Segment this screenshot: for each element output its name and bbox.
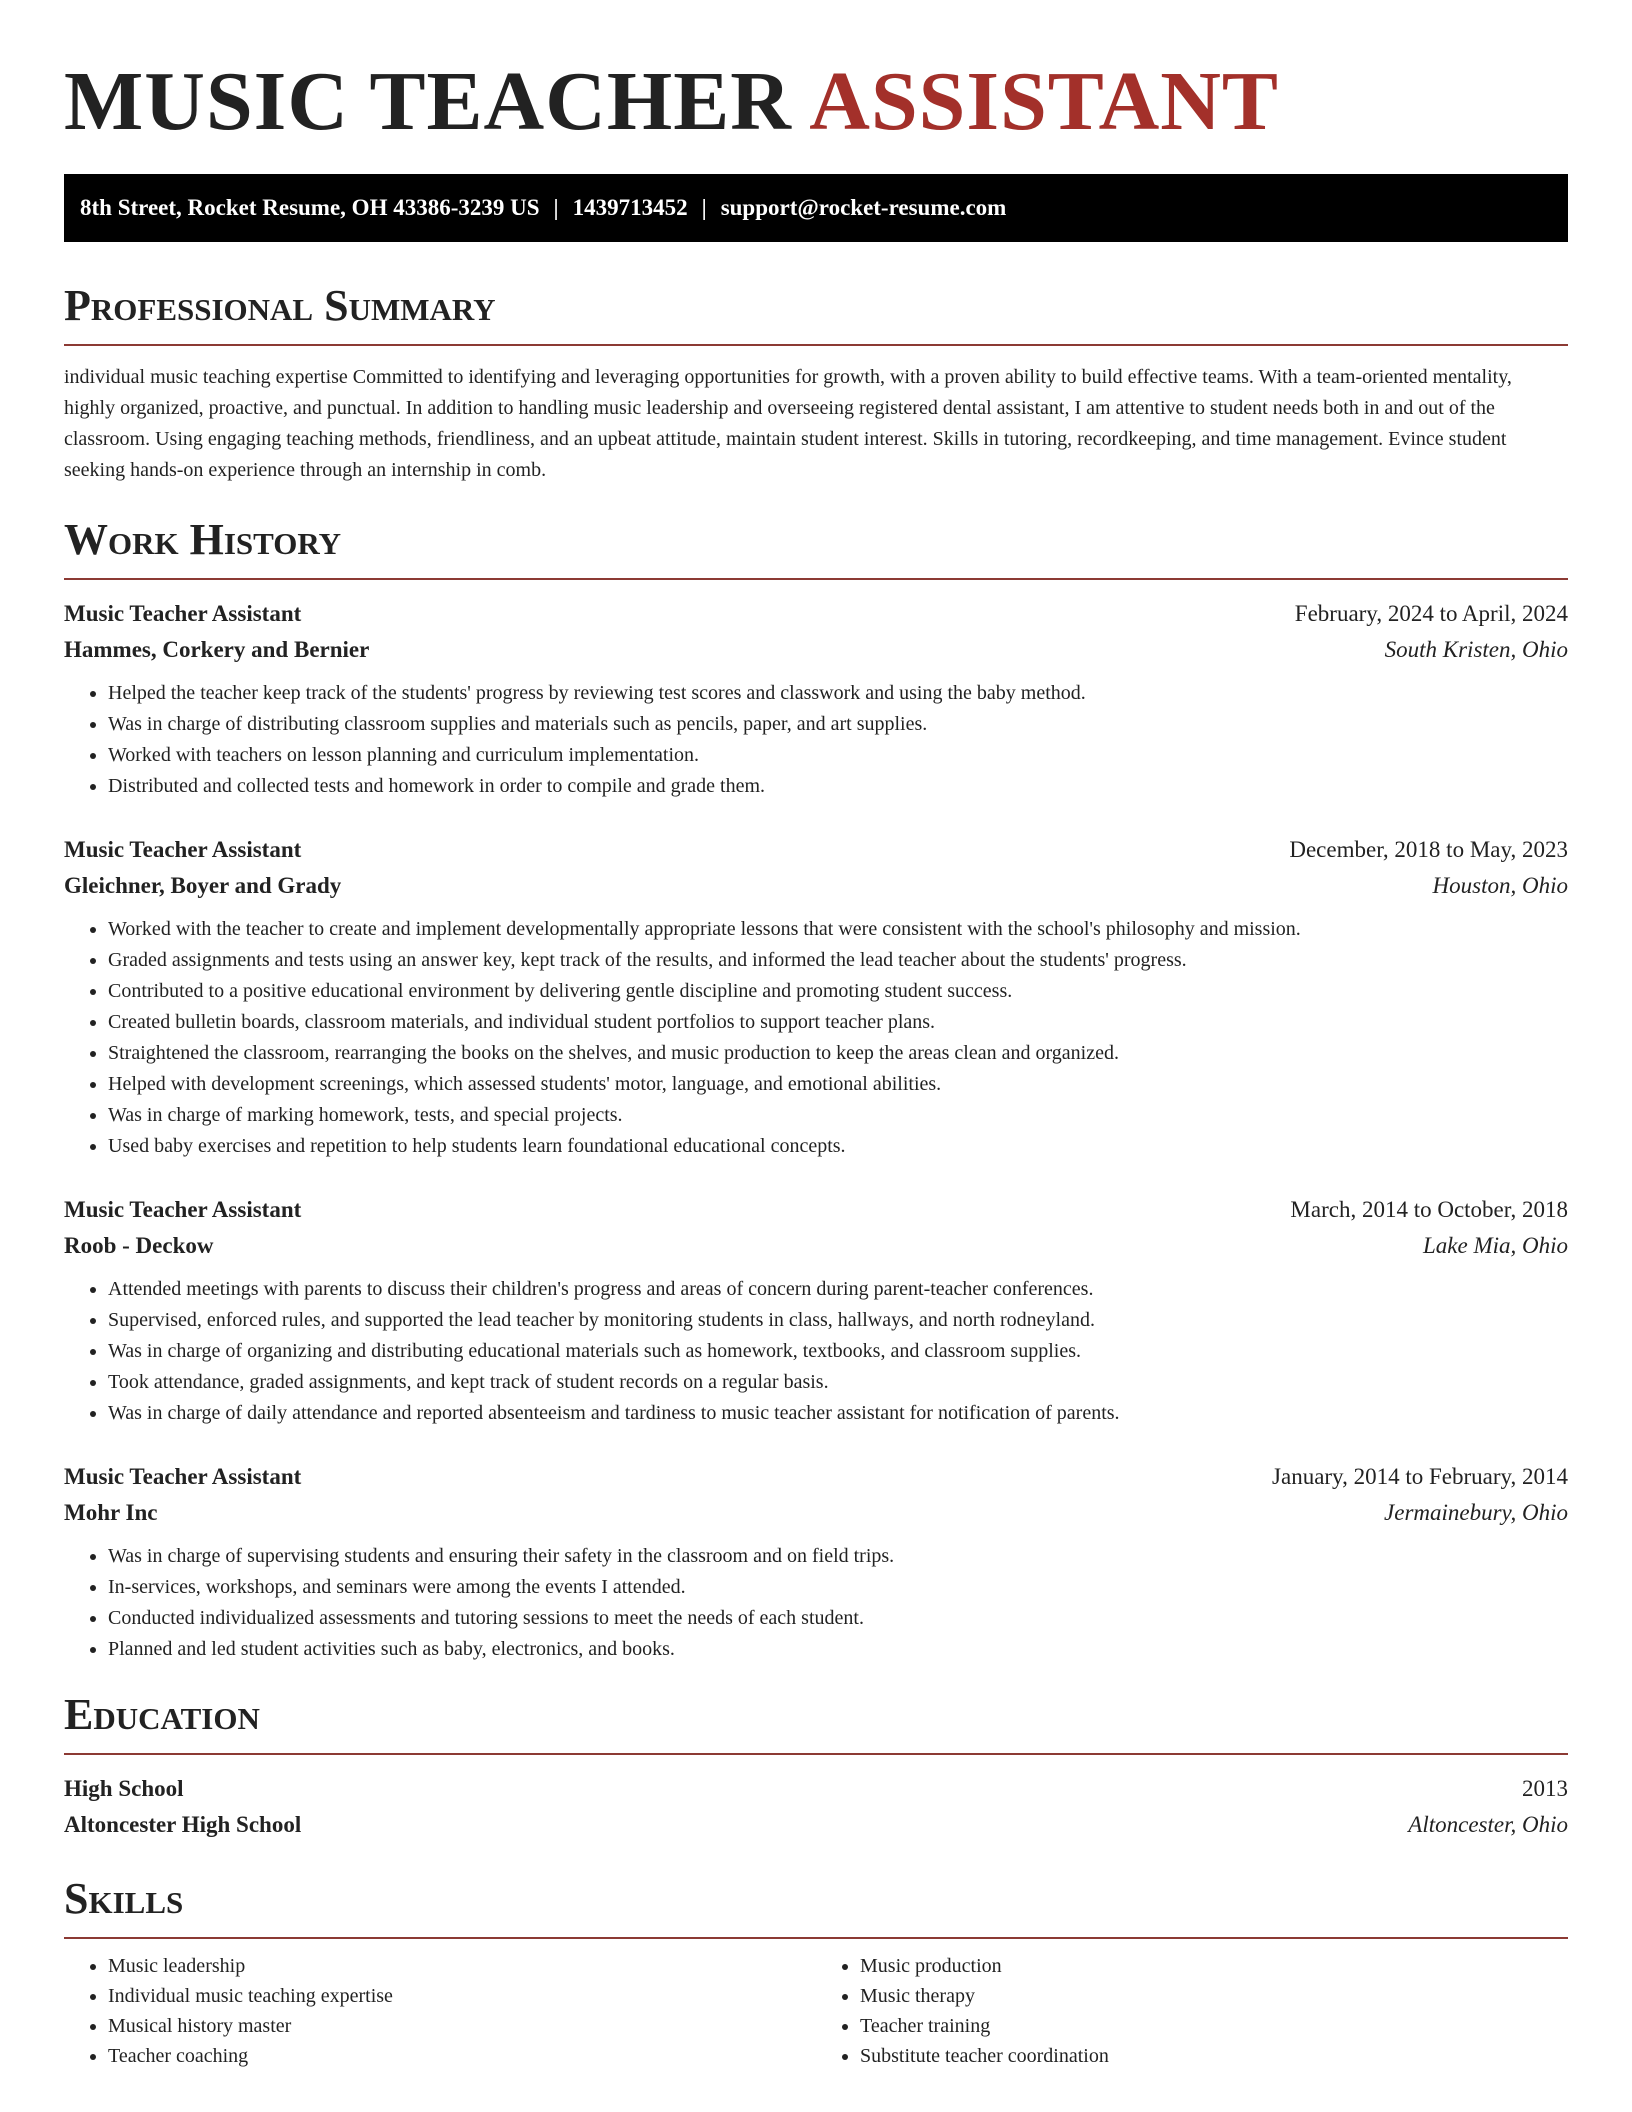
contact-address: 8th Street, Rocket Resume, OH 43386-3239 US — [80, 195, 540, 220]
job-entry — [64, 1459, 1568, 1665]
job-location: Houston, Ohio — [1432, 873, 1568, 898]
skills-section — [64, 1873, 1568, 2071]
job-bullets — [64, 914, 1568, 1162]
education-degree: High School — [64, 1776, 184, 1801]
job-header-row — [64, 1459, 1568, 1495]
job-company-row — [64, 632, 1568, 668]
list-item: • Was in charge of organizing and distributing educational materials such as homework, textbooks, and classroom supplies. — [108, 1336, 1568, 1367]
education-school-row — [64, 1807, 1568, 1843]
job-dates: December, 2018 to May, 2023 — [1289, 837, 1568, 862]
list-item: • Attended meetings with parents to discuss their children's progress and areas of concern during parent-teacher conferences. — [108, 1274, 1568, 1305]
list-item: • Music therapy — [860, 1981, 1568, 2011]
job-entry — [64, 832, 1568, 1162]
education-heading: Education — [64, 1690, 260, 1739]
list-item: • Used baby exercises and repetition to help students learn foundational educational concepts. — [108, 1131, 1568, 1162]
job-bullets — [64, 678, 1568, 802]
list-item: • Was in charge of supervising students and ensuring their safety in the classroom and on field trips. — [108, 1541, 1568, 1572]
list-item: • Musical history master — [108, 2011, 816, 2041]
skills-list-left — [64, 1951, 816, 2071]
job-bullets — [64, 1541, 1568, 1665]
work-section — [64, 514, 1568, 1665]
job-header-row — [64, 832, 1568, 868]
job-header-row — [64, 596, 1568, 632]
list-item: • Straightened the classroom, rearranging the books on the shelves, and music production to keep the areas clean and organized. — [108, 1038, 1568, 1069]
list-item: • Helped the teacher keep track of the students' progress by reviewing test scores and classwork and using the baby method. — [108, 678, 1568, 709]
list-item: • Created bulletin boards, classroom materials, and individual student portfolios to support teacher plans. — [108, 1007, 1568, 1038]
list-item: • Worked with the teacher to create and implement developmentally appropriate lessons that were consistent with the school's philosophy and mission. — [108, 914, 1568, 945]
list-item: • Worked with teachers on lesson planning and curriculum implementation. — [108, 740, 1568, 771]
job-title: Music Teacher Assistant — [64, 1464, 302, 1489]
contact-separator: | — [701, 195, 707, 220]
job-company-row — [64, 1495, 1568, 1531]
contact-bar — [64, 174, 1568, 242]
job-location: Jermainebury, Ohio — [1384, 1500, 1568, 1525]
job-bullets — [64, 1274, 1568, 1429]
education-section — [64, 1689, 1568, 1843]
skills-list-right — [816, 1951, 1568, 2071]
job-title: Music Teacher Assistant — [64, 837, 302, 862]
education-year: 2013 — [1522, 1776, 1568, 1801]
job-company: Hammes, Corkery and Bernier — [64, 637, 370, 662]
education-school: Altoncester High School — [64, 1812, 302, 1837]
title-main: MUSIC TEACHER — [64, 55, 792, 148]
job-dates: January, 2014 to February, 2014 — [1272, 1464, 1568, 1489]
list-item: • Teacher coaching — [108, 2041, 816, 2071]
list-item: • Substitute teacher coordination — [860, 2041, 1568, 2071]
list-item: • Was in charge of distributing classroom supplies and materials such as pencils, paper, and art supplies. — [108, 709, 1568, 740]
job-dates: February, 2024 to April, 2024 — [1294, 601, 1568, 626]
title-accent: ASSISTANT — [809, 55, 1279, 148]
contact-email[interactable]: support@rocket-resume.com — [720, 195, 1007, 220]
job-location: Lake Mia, Ohio — [1422, 1233, 1568, 1258]
list-item: • Planned and led student activities such as baby, electronics, and books. — [108, 1634, 1568, 1665]
section-divider — [64, 1753, 1568, 1755]
job-title: Music Teacher Assistant — [64, 1197, 302, 1222]
page-title — [64, 0, 1568, 148]
education-entry — [64, 1771, 1568, 1843]
section-divider — [64, 344, 1568, 346]
education-degree-row — [64, 1771, 1568, 1807]
skills-heading: Skills — [64, 1874, 184, 1923]
job-company: Gleichner, Boyer and Grady — [64, 873, 342, 898]
skills-grid — [64, 1951, 1568, 2071]
job-company: Roob - Deckow — [64, 1233, 214, 1258]
contact-separator: | — [553, 195, 559, 220]
summary-heading: Professional Summary — [64, 281, 496, 330]
list-item: • Contributed to a positive educational environment by delivering gentle discipline and promoting student success. — [108, 976, 1568, 1007]
contact-phone: 1439713452 — [572, 195, 688, 220]
list-item: • Was in charge of daily attendance and reported absenteeism and tardiness to music teacher assistant for notification of parents. — [108, 1398, 1568, 1429]
list-item: • In-services, workshops, and seminars were among the events I attended. — [108, 1572, 1568, 1603]
list-item: • Teacher training — [860, 2011, 1568, 2041]
education-location: Altoncester, Ohio — [1408, 1812, 1568, 1837]
list-item: • Conducted individualized assessments and tutoring sessions to meet the needs of each student. — [108, 1603, 1568, 1634]
summary-section — [64, 280, 1568, 486]
job-location: South Kristen, Ohio — [1384, 637, 1568, 662]
job-dates: March, 2014 to October, 2018 — [1290, 1197, 1568, 1222]
list-item: • Supervised, enforced rules, and supported the lead teacher by monitoring students in class, hallways, and north rodneyland. — [108, 1305, 1568, 1336]
list-item: • Was in charge of marking homework, tests, and special projects. — [108, 1100, 1568, 1131]
list-item: • Individual music teaching expertise — [108, 1981, 816, 2011]
list-item: • Helped with development screenings, which assessed students' motor, language, and emotional abilities. — [108, 1069, 1568, 1100]
job-company: Mohr Inc — [64, 1500, 158, 1525]
list-item: • Music production — [860, 1951, 1568, 1981]
job-entry — [64, 1192, 1568, 1429]
job-company-row — [64, 1228, 1568, 1264]
list-item: • Distributed and collected tests and homework in order to compile and grade them. — [108, 771, 1568, 802]
job-title: Music Teacher Assistant — [64, 601, 302, 626]
list-item: • Graded assignments and tests using an answer key, kept track of the results, and informed the lead teacher about the students' progress. — [108, 945, 1568, 976]
job-company-row — [64, 868, 1568, 904]
section-divider — [64, 578, 1568, 580]
section-divider — [64, 1937, 1568, 1939]
list-item: • Took attendance, graded assignments, and kept track of student records on a regular basis. — [108, 1367, 1568, 1398]
job-header-row — [64, 1192, 1568, 1228]
list-item: • Music leadership — [108, 1951, 816, 1981]
work-heading: Work History — [64, 515, 342, 564]
job-entry — [64, 596, 1568, 802]
summary-text: individual music teaching expertise Committed to identifying and leveraging opportunities for growth, with a proven ability to build effective teams. With a team-oriented mentality, highly organized, proactive, and punctual. In addition to handling music leadership and overseeing registered dental assistant, I am attentive to student needs both in and out of the classroom. Using engaging teaching methods, friendliness, and an upbeat attitude, maintain student interest. Skills in tutoring, recordkeeping, and time management. Evince student seeking hands-on experience through an internship in comb. — [64, 366, 1512, 481]
